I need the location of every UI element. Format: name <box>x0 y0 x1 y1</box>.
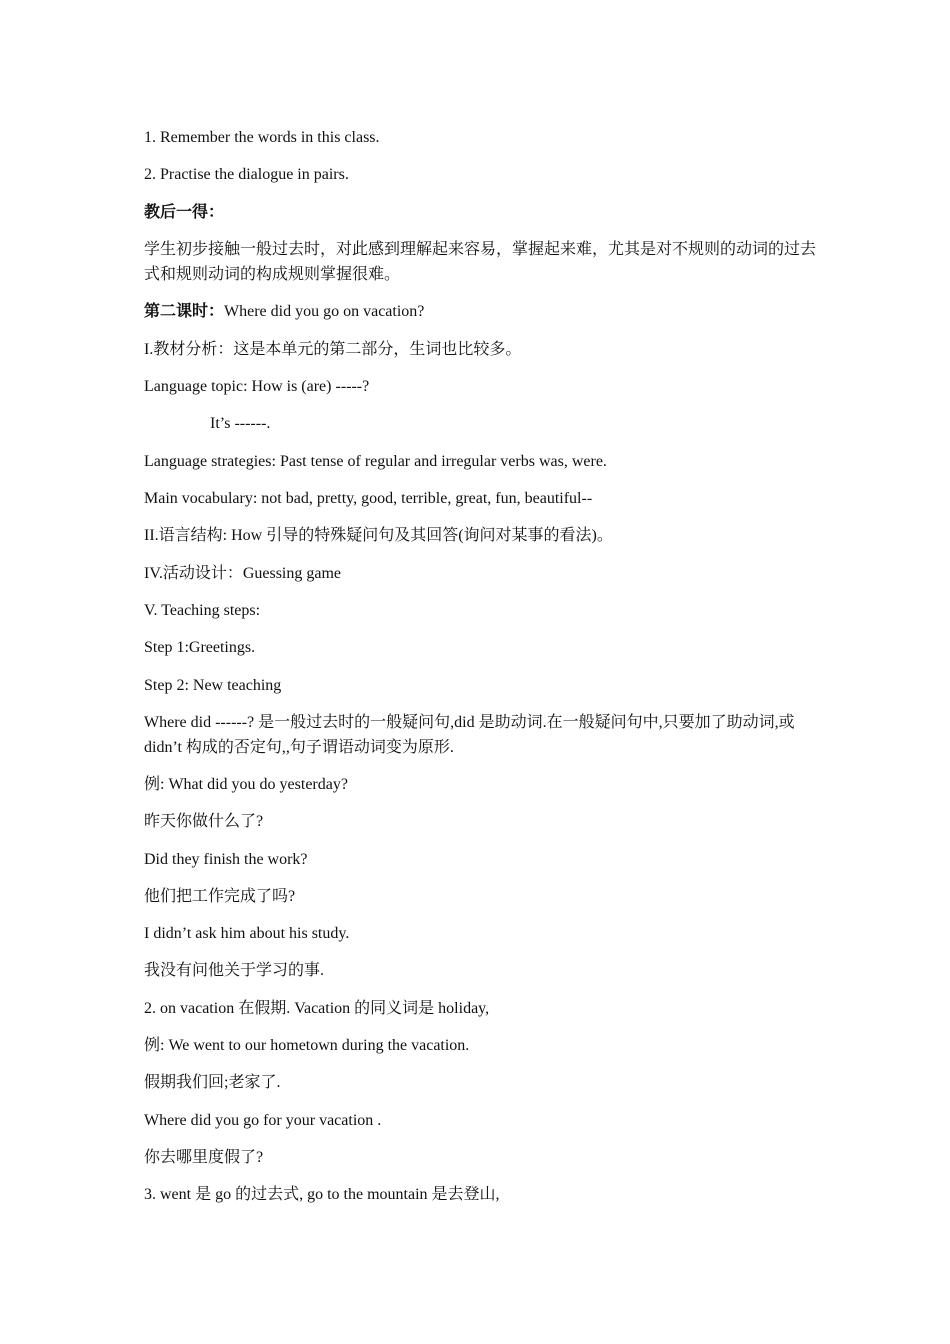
reflection-heading: 教后一得： <box>144 204 225 221</box>
homework-item-1: 1. Remember the words in this class. <box>144 129 380 146</box>
point-2-vacation: 2. on vacation 在假期. Vacation 的同义词是 holiday, <box>144 1000 490 1017</box>
language-strategies: Language strategies: Past tense of regular and irregular verbs was, were. <box>144 453 607 470</box>
example-3-en: I didn’t ask him about his study. <box>144 925 350 942</box>
homework-item-2: 2. Practise the dialogue in pairs. <box>144 166 349 183</box>
lesson-heading <box>144 299 816 324</box>
teaching-steps-heading: V. Teaching steps: <box>144 602 261 619</box>
grammar-explanation: Where did ------? 是一般过去时的一般疑问句,did 是助动词.在一般疑问句中,只要加了助动词,或 didn’t 构成的否定句,,句子谓语动词变为原形. <box>144 714 795 756</box>
language-topic-answer: It’s ------. <box>210 415 271 432</box>
example-1-zh: 昨天你做什么了? <box>144 813 264 830</box>
example-5-en: Where did you go for your vacation . <box>144 1112 382 1129</box>
language-structure: II.语言结构: How 引导的特殊疑问句及其回答(询问对某事的看法)。 <box>144 527 613 544</box>
step-1: Step 1:Greetings. <box>144 639 256 656</box>
example-5-zh: 你去哪里度假了? <box>144 1149 264 1166</box>
main-vocabulary: Main vocabulary: not bad, pretty, good, terrible, great, fun, beautiful-- <box>144 490 593 507</box>
reflection-text: 学生初步接触一般过去时，对此感到理解起来容易，掌握起来难，尤其是对不规则的动词的过去式和规则动词的构成规则掌握很难。 <box>144 241 817 283</box>
lesson-heading-title: Where did you go on vacation? <box>224 303 425 320</box>
example-2-zh: 他们把工作完成了吗? <box>144 888 296 905</box>
step-2: Step 2: New teaching <box>144 677 282 694</box>
textbook-analysis: I.教材分析：这是本单元的第二部分，生词也比较多。 <box>144 341 522 358</box>
activity-design: IV.活动设计：Guessing game <box>144 565 342 582</box>
lesson-heading-label: 第二课时： <box>144 303 225 320</box>
example-2-en: Did they finish the work? <box>144 851 308 868</box>
language-topic: Language topic: How is (are) -----? <box>144 378 370 395</box>
example-4-zh: 假期我们回;老家了. <box>144 1074 281 1091</box>
example-4-en: 例: We went to our hometown during the vacation. <box>144 1037 470 1054</box>
point-3-went: 3. went 是 go 的过去式, go to the mountain 是去登山, <box>144 1186 500 1203</box>
example-3-zh: 我没有问他关于学习的事. <box>144 962 325 979</box>
example-1-en: 例: What did you do yesterday? <box>144 776 348 793</box>
